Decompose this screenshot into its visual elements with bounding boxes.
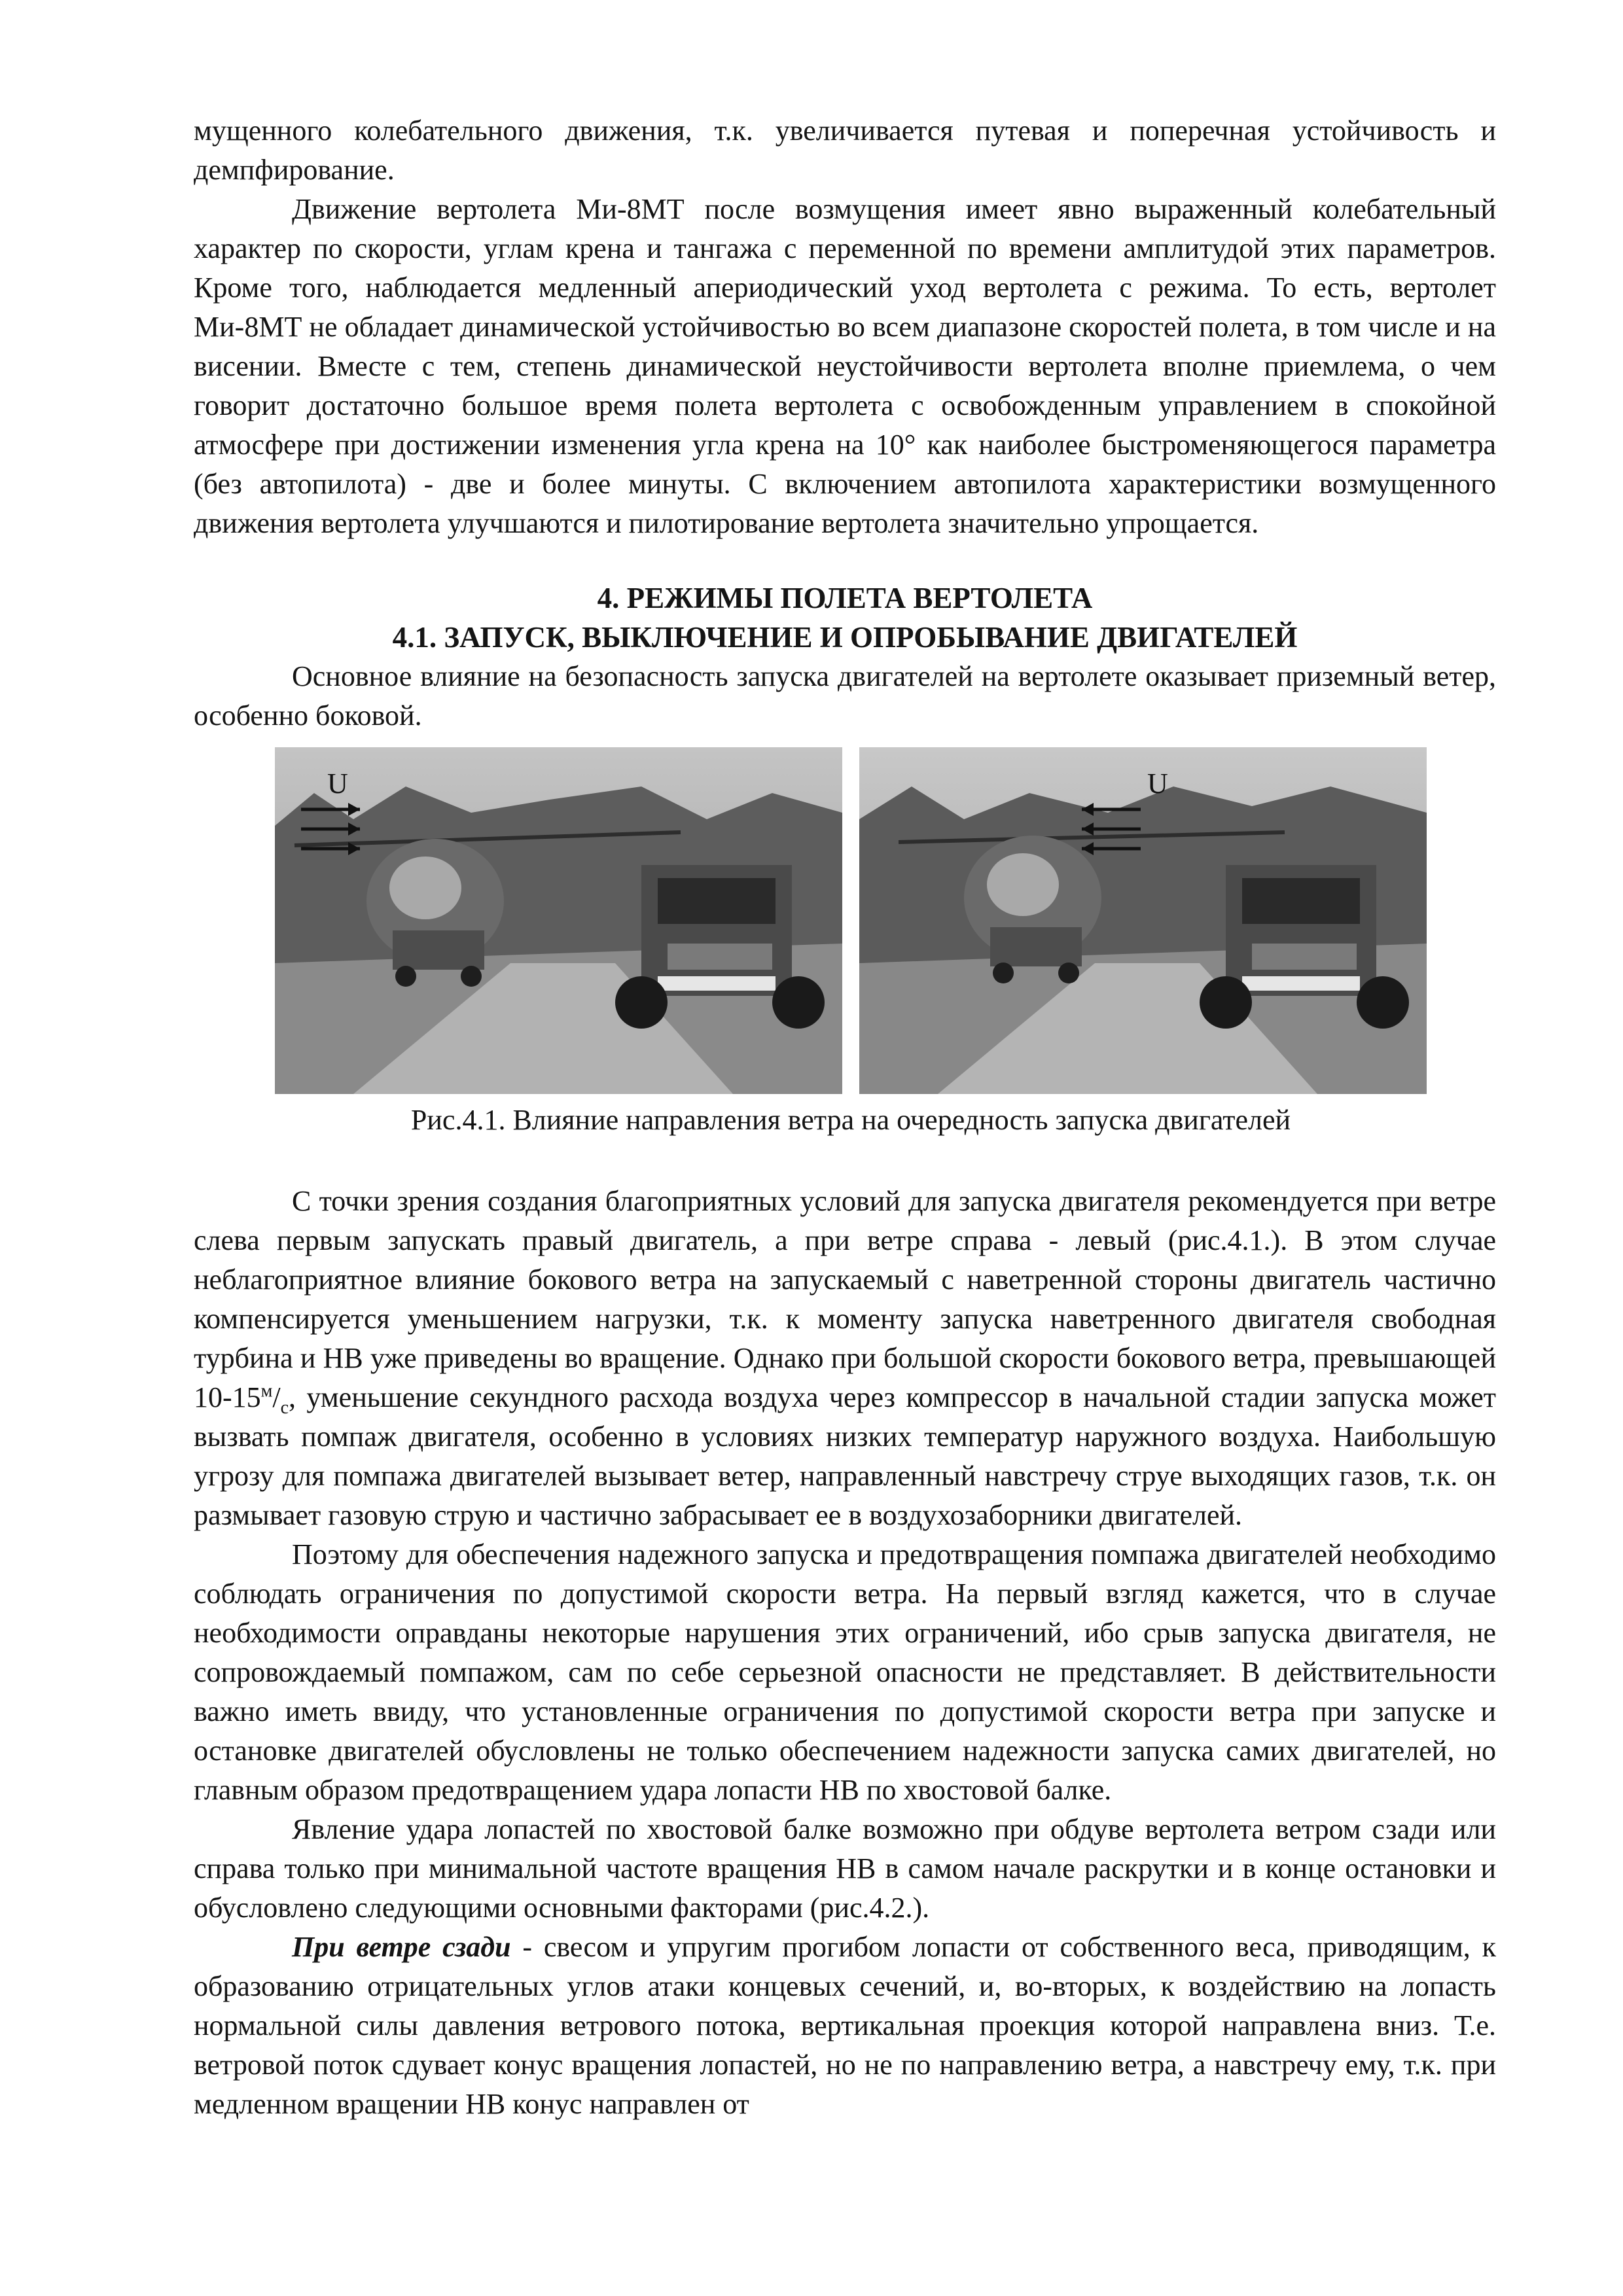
helicopter-truck-photo-right	[859, 747, 1427, 1094]
helicopter-truck-photo-left	[275, 747, 842, 1094]
rear-wind-lead: При ветре сзади	[292, 1931, 511, 1963]
spacer	[194, 1140, 1496, 1182]
photo-wind-right	[859, 747, 1427, 1094]
wind-label-right: U	[1147, 768, 1168, 800]
paragraph-intro: Основное влияние на безопасность запуска двигателей на вертолете оказывает приземный ветер, особенно боковой.	[194, 660, 1496, 732]
figure-photos	[275, 747, 1427, 1094]
wind-label-left: U	[327, 768, 348, 800]
unit-slash: /	[272, 1381, 281, 1413]
photo-wind-left	[275, 747, 842, 1094]
paragraph-blade-strike: Явление удара лопастей по хвостовой балке возможно при обдуве вертолета ветром сзади или справа только при минимальной частоте вращения НВ в самом начале раскрутки и в конце остановки и обусловлено следующими основными факторами (рис.4.2.).	[194, 1813, 1496, 1924]
start-order-text-b: , уменьшение секундного расхода воздуха через компрессор в начальной стадии запуска может вызвать помпаж двигателя, особенно в условиях низких температур наружного воздуха. Наибольшую угрозу для помпажа двигателей вызывает ветер, направленный навстречу струе выходящих газов, т.к. он размывает газовую струю и частично забрасывает ее в воздухозаборники двигателей.	[194, 1381, 1496, 1531]
paragraph-continued: мущенного колебательного движения, т.к. увеличивается путевая и поперечная устойчивость и демпфирование.	[194, 115, 1496, 186]
paragraph-limits: Поэтому для обеспечения надежного запуска и предотвращения помпажа двигателей необходимо соблюдать ограничения по допустимой скорости ветра. На первый взгляд кажется, что в случае необходимости оправданы некоторые нарушения этих ограничений, ибо срыв запуска двигателя, не сопровождаемый помпажом, сам по себе серьезной опасности не представляет. В действительности важно иметь ввиду, что установленные ограничения по допустимой скорости ветра при запуске и остановке двигателей обусловлены не только обеспечением надежности запуска самих двигателей, но главным образом предотвращением удара лопасти НВ по хвостовой балке.	[194, 1538, 1496, 1806]
section-title: 4. РЕЖИМЫ ПОЛЕТА ВЕРТОЛЕТА	[597, 582, 1093, 614]
start-order-text-a: С точки зрения создания благоприятных условий для запуска двигателя рекомендуется при ветре слева первым запускать правый двигатель, а при ветре справа - левый (рис.4.1.). В этом случае неблагоприятное влияние бокового ветра на запускаемый с наветренной стороны двигатель частично компенсируется уменьшением нагрузки, т.к. к моменту запуска наветренного двигателя свободная турбина и НВ уже приведены во вращение. Однако при большой скорости бокового ветра, превышающей 10-15	[194, 1185, 1496, 1413]
paragraph-start-order	[194, 1182, 1496, 1535]
figure-caption: Рис.4.1. Влияние направления ветра на очередность запуска двигателей	[410, 1104, 1291, 1136]
unit-numerator: м	[260, 1381, 273, 1402]
paragraph-rear-wind	[194, 1928, 1496, 2124]
figure-4-1	[275, 747, 1427, 1140]
unit-denominator: с	[280, 1397, 289, 1418]
document-page	[194, 111, 1496, 2124]
paragraph-dynamics: Движение вертолета Ми-8МТ после возмущения имеет явно выраженный колебательный характер по скорости, углам крена и тангажа с переменной по времени амплитудой этих параметров. Кроме того, наблюдается медленный апериодический уход вертолета с режима. То есть, вертолет Ми-8МТ не обладает динамической устойчивостью во всем диапазоне скоростей полета, в том числе и на висении. Вместе с тем, степень динамической неустойчивости вертолета вполне приемлема, о чем говорит достаточно большое время полета вертолета с освобожденным управлением в спокойной атмосфере при достижении изменения угла крена на 10° как наиболее быстроменяющегося параметра (без автопилота) - две и более минуты. С включением автопилота характеристики возмущенного движения вертолета улучшаются и пилотирование вертолета значительно упрощается.	[194, 193, 1496, 539]
rear-wind-text: - свесом и упругим прогибом лопасти от собственного веса, приводящим, к образованию отрицательных углов атаки концевых сечений, и, во-вторых, к воздействию на лопасть нормальной силы давления ветрового потока, вертикальная проекция которой направлена вниз. Т.е. ветровой поток сдувает конус вращения лопастей, но не по направлению ветра, а навстречу ему, т.к. при медленном вращении НВ конус направлен от	[194, 1931, 1496, 2120]
subsection-title: 4.1. ЗАПУСК, ВЫКЛЮЧЕНИЕ И ОПРОБЫВАНИЕ ДВИГАТЕЛЕЙ	[392, 621, 1298, 654]
